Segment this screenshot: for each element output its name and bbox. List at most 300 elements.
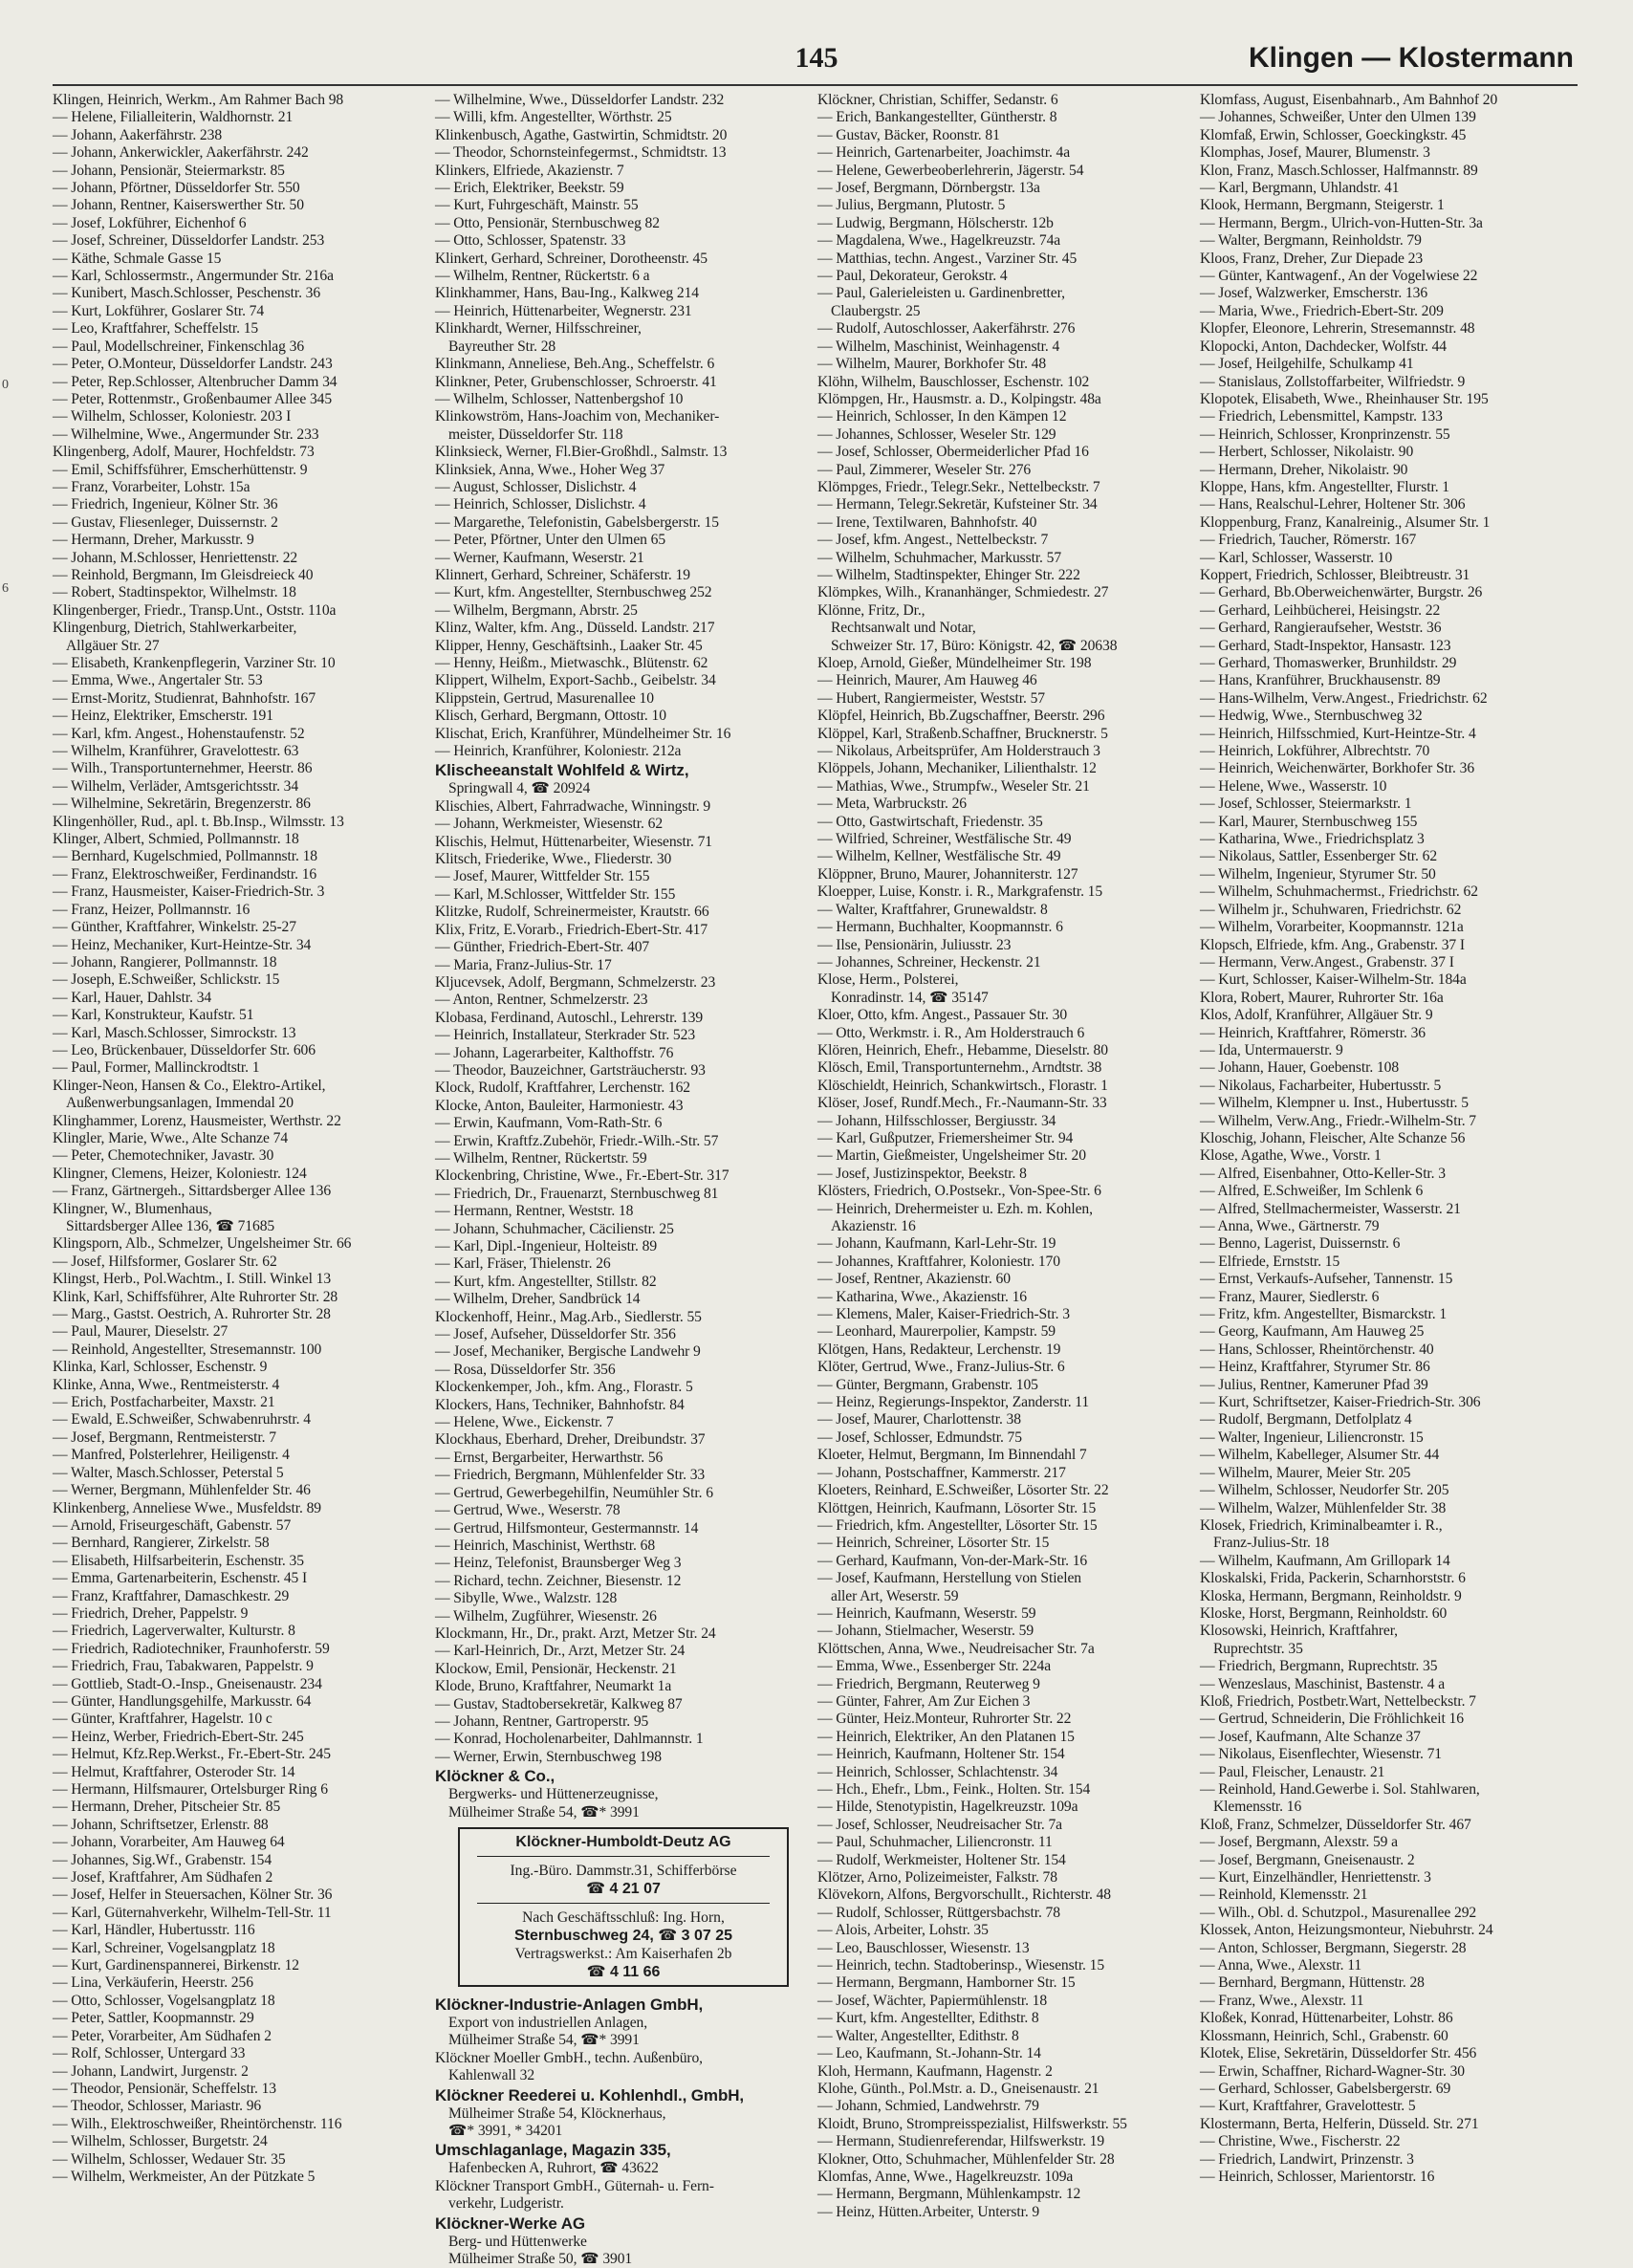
- directory-entry: — Robert, Stadtinspektor, Wilhelmstr. 18: [53, 584, 296, 601]
- directory-entry: — Willi, kfm. Angestellter, Wörthstr. 25: [435, 109, 672, 126]
- directory-entry: — Käthe, Schmale Gasse 15: [53, 250, 222, 267]
- directory-entry: Klötzer, Arno, Polizeimeister, Falkstr. 78: [817, 1869, 1057, 1886]
- directory-entry: — Heinrich, Maurer, Am Hauweg 46: [817, 672, 1037, 689]
- directory-entry: — Franz, Kraftfahrer, Damaschkestr. 29: [53, 1587, 290, 1604]
- directory-entry: Kloeters, Reinhard, E.Schweißer, Lösorter Str. 22: [817, 1482, 1109, 1499]
- directory-entry: — Josef, Kaufmann, Alte Schanze 37: [1200, 1728, 1421, 1745]
- directory-columns: [53, 92, 1582, 2268]
- directory-entry: Klomfas, Anne, Wwe., Hagelkreuzstr. 109a: [817, 2168, 1074, 2185]
- directory-entry: — Johann, Kaufmann, Karl-Lehr-Str. 19: [817, 1235, 1056, 1253]
- directory-entry: — Heinrich, Installateur, Sterkrader Str. 523: [435, 1027, 696, 1044]
- directory-entry: — Otto, Pensionär, Sternbuschweg 82: [435, 214, 660, 231]
- directory-entry: — Ernst, Bergarbeiter, Herwarthstr. 56: [435, 1449, 664, 1466]
- directory-entry: — Wilh., Elektroschweißer, Rheintörchenstr. 116: [53, 2115, 342, 2132]
- directory-entry: — Leo, Kraftfahrer, Scheffelstr. 15: [53, 320, 259, 338]
- directory-entry: Klosek, Friedrich, Kriminalbeamter i. R.,: [1200, 1516, 1443, 1534]
- entry-list: [435, 92, 816, 2268]
- running-head: Klingen — Klostermann: [1248, 42, 1574, 74]
- directory-entry: — Erwin, Kraftfz.Zubehör, Friedr.-Wilh.-Str. 57: [435, 1132, 719, 1149]
- directory-entry: — Peter, Rottenmstr., Großenbaumer Allee 345: [53, 390, 333, 407]
- directory-entry: — Hans, Realschul-Lehrer, Holtener Str. 306: [1200, 496, 1466, 513]
- directory-entry: — Walter, Bergmann, Reinholdstr. 79: [1200, 232, 1422, 250]
- directory-entry: — Mathias, Wwe., Strumpfw., Weseler Str. 21: [817, 777, 1090, 795]
- directory-entry: Kloh, Hermann, Kaufmann, Hagenstr. 2: [817, 2062, 1053, 2080]
- directory-entry: — Gerhard, Kaufmann, Von-der-Mark-Str. 16: [817, 1552, 1088, 1569]
- directory-entry: — Otto, Werkmstr. i. R., Am Holderstrauch 6: [817, 1024, 1085, 1041]
- directory-entry: Klingenberg, Adolf, Maurer, Hochfeldstr. 73: [53, 444, 315, 461]
- directory-entry: — Kurt, kfm. Angestellter, Edithstr. 8: [817, 2010, 1039, 2027]
- directory-entry: — Wilhelmine, Sekretärin, Bregenzerstr. 86: [53, 796, 311, 813]
- directory-entry: Klinke, Anna, Wwe., Rentmeisterstr. 4: [53, 1376, 280, 1393]
- directory-entry: Klobasa, Ferdinand, Autoschl., Lehrerstr. 139: [435, 1009, 704, 1026]
- directory-entry: — Helene, Filialleiterin, Waldhornstr. 21: [53, 109, 294, 126]
- directory-entry: — Johann, Lagerarbeiter, Kalthoffstr. 76: [435, 1044, 674, 1061]
- directory-entry: — Julius, Rentner, Kameruner Pfad 39: [1200, 1376, 1428, 1393]
- directory-entry: — Ludwig, Bergmann, Hölscherstr. 12b: [817, 214, 1054, 231]
- directory-entry: — Christine, Wwe., Fischerstr. 22: [1200, 2133, 1401, 2150]
- directory-entry: — Gerhard, Rangieraufseher, Weststr. 36: [1200, 620, 1442, 637]
- directory-entry: Klockenbring, Christine, Wwe., Fr.-Ebert-Str. 317: [435, 1167, 729, 1185]
- directory-entry: — Friedrich, Lagerverwalter, Kulturstr. 8: [53, 1623, 295, 1640]
- directory-entry: — Julius, Bergmann, Plutostr. 5: [817, 197, 1006, 214]
- directory-entry: — Johann, Rentner, Kaiserswerther Str. 50: [53, 197, 304, 214]
- directory-entry: Klippert, Wilhelm, Export-Sachb., Geibelstr. 34: [435, 672, 716, 689]
- directory-entry: — Rudolf, Werkmeister, Holtener Str. 154: [817, 1851, 1066, 1868]
- directory-entry: — Fritz, kfm. Angestellter, Bismarckstr. 1: [1200, 1306, 1448, 1323]
- directory-entry: — Wilhelm, Maurer, Borkhofer Str. 48: [817, 356, 1047, 373]
- directory-entry: — Josef, Bergmann, Gneisenaustr. 2: [1200, 1851, 1415, 1868]
- directory-entry: — Walter, Angestellter, Edithstr. 8: [817, 2027, 1019, 2044]
- directory-entry: — Emil, Schiffsführer, Emscherhüttenstr. 9: [53, 461, 308, 478]
- directory-entry: — Josef, Mechaniker, Bergische Landwehr 9: [435, 1343, 701, 1361]
- directory-entry: Klömpges, Friedr., Telegr.Sekr., Nettelbeckstr. 7: [817, 478, 1100, 495]
- directory-entry: — Josef, Schlosser, Edmundstr. 75: [817, 1428, 1022, 1446]
- directory-entry: — Gerhard, Stadt-Inspektor, Hansastr. 123: [1200, 637, 1451, 654]
- directory-entry: — Josef, Schlosser, Obermeiderlicher Pfad 16: [817, 444, 1089, 461]
- column-3: [817, 92, 1198, 2220]
- directory-entry: — Karl, Konstrukteur, Kaufstr. 51: [53, 1007, 254, 1024]
- directory-entry: — Friedrich, kfm. Angestellter, Lösorter Str. 15: [817, 1516, 1098, 1534]
- directory-entry: — Anna, Wwe., Alexstr. 11: [1200, 1957, 1362, 1974]
- entry-continuation: Akazienstr. 16: [831, 1218, 916, 1234]
- directory-entry: — Werner, Erwin, Sternbuschweg 198: [435, 1748, 662, 1765]
- directory-entry: — Josef, Walzwerker, Emscherstr. 136: [1200, 285, 1428, 302]
- directory-entry: Klöckner, Christian, Schiffer, Sedanstr. 6: [817, 92, 1058, 108]
- directory-entry: — Wilhelm, Schlosser, Neudorfer Str. 205: [1200, 1482, 1449, 1499]
- directory-entry: — Karl, Fräser, Thielenstr. 26: [435, 1255, 611, 1273]
- entry-continuation: Allgäuer Str. 27: [66, 637, 160, 654]
- directory-entry: — Paul, Maurer, Dieselstr. 27: [53, 1323, 229, 1341]
- directory-entry: — Wilhelm, Ingenieur, Styrumer Str. 50: [1200, 865, 1436, 883]
- directory-entry: — Elfriede, Ernststr. 15: [1200, 1253, 1340, 1270]
- directory-entry: — Günther, Kraftfahrer, Winkelstr. 25-27: [53, 919, 296, 936]
- directory-entry: — Heinrich, Kraftfahrer, Römerstr. 36: [1200, 1024, 1426, 1041]
- directory-entry: — Martin, Gießmeister, Ungelsheimer Str. 20: [817, 1147, 1086, 1165]
- directory-entry: Kloeter, Helmut, Bergmann, Im Binnendahl 7: [817, 1447, 1087, 1464]
- directory-entry: — Bernhard, Rangierer, Zirkelstr. 58: [53, 1535, 270, 1552]
- directory-entry: Klöhn, Wilhelm, Bauschlosser, Eschenstr. 102: [817, 373, 1090, 390]
- directory-entry: — Wilhelm, Schlosser, Burgetstr. 24: [53, 2133, 268, 2150]
- directory-entry: Klora, Robert, Maurer, Ruhrorter Str. 16a: [1200, 989, 1444, 1006]
- directory-entry: — Friedrich, Frau, Tabakwaren, Pappelstr. 9: [53, 1658, 314, 1675]
- directory-entry: — Johann, Stielmacher, Weserstr. 59: [817, 1623, 1034, 1640]
- directory-entry: — Hermann, Rentner, Weststr. 18: [435, 1203, 634, 1220]
- directory-entry: — Otto, Gastwirtschaft, Friedenstr. 35: [817, 813, 1043, 830]
- directory-entry: Koppert, Friedrich, Schlosser, Bleibtreustr. 31: [1200, 566, 1470, 583]
- directory-entry: — Elisabeth, Krankenpflegerin, Varziner Str. 10: [53, 655, 336, 671]
- directory-entry: — Heinrich, Schlosser, Marientorstr. 16: [1200, 2168, 1435, 2185]
- directory-entry: — Leo, Bauschlosser, Wiesenstr. 13: [817, 1939, 1030, 1956]
- directory-entry: — Joseph, E.Schweißer, Schlickstr. 15: [53, 971, 280, 989]
- directory-entry: — Wilhelm, Vorarbeiter, Koopmannstr. 121a: [1200, 919, 1464, 936]
- ad-divider: [477, 1903, 770, 1904]
- directory-entry: — Hch., Ehefr., Lbm., Feink., Holten. Str. 154: [817, 1781, 1091, 1798]
- directory-entry: — Kurt, Einzelhändler, Henriettenstr. 3: [1200, 1869, 1431, 1886]
- directory-entry: Klinkenbusch, Agathe, Gastwirtin, Schmidtstr. 20: [435, 126, 728, 143]
- directory-entry: — Wilhelm, Schlosser, Nattenbergshof 10: [435, 390, 684, 407]
- directory-entry: — Wilh., Transportunternehmer, Heerstr. 86: [53, 760, 313, 777]
- directory-entry: — Wilhelmine, Wwe., Düsseldorfer Landstr. 232: [435, 92, 725, 108]
- directory-entry: — Kurt, Schriftsetzer, Kaiser-Friedrich-Str. 306: [1200, 1394, 1481, 1411]
- directory-entry: Klingner, W., Blumenhaus,: [53, 1200, 212, 1217]
- directory-entry: — Karl, M.Schlosser, Wittfelder Str. 155: [435, 885, 676, 903]
- directory-entry: — Paul, Dekorateur, Gerokstr. 4: [817, 268, 1008, 285]
- directory-entry: — Hermann, Bergmann, Mühlenkampstr. 12: [817, 2186, 1081, 2203]
- directory-entry: — Konrad, Hocholenarbeiter, Dahlmannstr. 1: [435, 1731, 704, 1748]
- directory-entry: — Heinrich, Schlosser, In den Kämpen 12: [817, 408, 1067, 425]
- directory-entry: Klippstein, Gertrud, Masurenallee 10: [435, 689, 654, 707]
- directory-entry: Klingenburg, Dietrich, Stahlwerkarbeiter,: [53, 620, 297, 637]
- directory-entry: — Josef, Heilgehilfe, Schulkamp 41: [1200, 356, 1414, 373]
- directory-entry: — Kunibert, Masch.Schlosser, Peschenstr. 36: [53, 285, 321, 302]
- directory-entry: — Karl, Händler, Hubertusstr. 116: [53, 1922, 255, 1939]
- directory-entry: — Heinrich, Gartenarbeiter, Joachimstr. 4a: [817, 144, 1071, 162]
- directory-entry: — Karl, Schlossermstr., Angermunder Str. 216a: [53, 268, 334, 285]
- directory-entry: Klosowski, Heinrich, Kraftfahrer,: [1200, 1623, 1398, 1640]
- directory-entry: Klöpfel, Heinrich, Bb.Zugschaffner, Beerstr. 296: [817, 708, 1105, 725]
- directory-entry: Klinkner, Peter, Grubenschlosser, Schroerstr. 41: [435, 373, 717, 390]
- directory-entry: — Erich, Bankangestellter, Güntherstr. 8: [817, 109, 1057, 126]
- directory-entry: — Nikolaus, Sattler, Essenberger Str. 62: [1200, 848, 1438, 865]
- directory-entry: — Erich, Postfacharbeiter, Maxstr. 21: [53, 1394, 275, 1411]
- advertisement: [435, 1827, 816, 1987]
- margin-mark: 0: [2, 378, 9, 392]
- directory-entry: — Josef, Kraftfahrer, Am Südhafen 2: [53, 1869, 273, 1886]
- directory-entry: — Gerhard, Bb.Oberweichenwärter, Burgstr. 26: [1200, 584, 1483, 601]
- directory-entry: — Werner, Bergmann, Mühlenfelder Str. 46: [53, 1482, 311, 1499]
- directory-entry: — Alfred, Eisenbahner, Otto-Keller-Str. 3: [1200, 1165, 1446, 1182]
- company-listing: Umschlaganlage, Magazin 335,: [435, 2141, 671, 2160]
- directory-entry: — Günter, Kantwagenf., An der Vogelwiese 22: [1200, 268, 1478, 285]
- directory-entry: — Gerhard, Schlosser, Gabelsbergerstr. 69: [1200, 2080, 1451, 2097]
- directory-entry: Klösch, Emil, Transportunternehm., Arndtstr. 38: [817, 1059, 1102, 1077]
- directory-entry: — Wilh., Obl. d. Schutzpol., Masurenallee 292: [1200, 1904, 1477, 1921]
- directory-entry: — Josef, Bergmann, Rentmeisterstr. 7: [53, 1428, 276, 1446]
- entry-continuation: Bayreuther Str. 28: [448, 338, 556, 355]
- directory-entry: Kljucevsek, Adolf, Bergmann, Schmelzerstr. 23: [435, 973, 716, 991]
- directory-entry: — Johann, Pförtner, Düsseldorfer Str. 550: [53, 180, 300, 197]
- directory-entry: — Hermann, Bergmann, Hamborner Str. 15: [817, 1974, 1076, 1992]
- directory-entry: — Paul, Former, Mallinckrodtstr. 1: [53, 1059, 260, 1077]
- directory-entry: — Rolf, Schlosser, Untergard 33: [53, 2045, 246, 2062]
- directory-entry: — Gerhard, Thomaswerker, Brunhildstr. 29: [1200, 655, 1457, 671]
- directory-entry: — Paul, Schuhmacher, Liliencronstr. 11: [817, 1834, 1053, 1851]
- directory-entry: — Gertrud, Schneiderin, Die Fröhlichkeit 16: [1200, 1711, 1464, 1728]
- directory-entry: Klöschieldt, Heinrich, Schankwirtsch., Florastr. 1: [817, 1077, 1108, 1094]
- directory-entry: — Johann, Schriftsetzer, Erlenstr. 88: [53, 1816, 269, 1833]
- directory-entry: Klönne, Fritz, Dr.,: [817, 601, 925, 619]
- directory-entry: Klink, Karl, Schiffsführer, Alte Ruhrorter Str. 28: [53, 1288, 338, 1305]
- directory-entry: Klose, Agathe, Wwe., Vorstr. 1: [1200, 1147, 1382, 1165]
- directory-entry: — Heinrich, Kaufmann, Holtener Str. 154: [817, 1746, 1065, 1763]
- directory-entry: Klöckner Moeller GmbH., techn. Außenbüro,: [435, 2049, 703, 2066]
- directory-entry: Klöppel, Karl, Straßenb.Schaffner, Brucknerstr. 5: [817, 725, 1108, 742]
- directory-entry: Klingenhöller, Rud., apl. t. Bb.Insp., Wilmsstr. 13: [53, 813, 344, 830]
- entry-continuation: Franz-Julius-Str. 18: [1213, 1535, 1330, 1552]
- directory-entry: — Reinhold, Bergmann, Im Gleisdreieck 40: [53, 566, 314, 583]
- directory-entry: — Wilhelm, Bergmann, Abrstr. 25: [435, 601, 638, 619]
- directory-entry: — Helene, Wwe., Eickenstr. 7: [435, 1414, 614, 1431]
- entry-continuation: Claubergstr. 25: [831, 302, 921, 319]
- directory-entry: — Arnold, Friseurgeschäft, Gabenstr. 57: [53, 1516, 292, 1534]
- margin-mark: 6: [2, 581, 9, 596]
- directory-entry: — Johann, Ankerwickler, Aakerfährstr. 242: [53, 144, 309, 162]
- directory-entry: — Hermann, Dreher, Markusstr. 9: [53, 532, 254, 549]
- directory-entry: — Karl, Güternahverkehr, Wilhelm-Tell-Str. 11: [53, 1904, 332, 1921]
- directory-entry: — Anton, Schlosser, Bergmann, Siegerstr. 28: [1200, 1939, 1467, 1956]
- directory-entry: — Leo, Kaufmann, St.-Johann-Str. 14: [817, 2045, 1041, 2062]
- directory-entry: — Karl, Masch.Schlosser, Simrockstr. 13: [53, 1024, 296, 1041]
- directory-entry: — Rudolf, Autoschlosser, Aakerfährstr. 276: [817, 320, 1076, 338]
- directory-entry: — Johannes, Schweißer, Unter den Ulmen 139: [1200, 109, 1476, 126]
- directory-entry: Klischies, Albert, Fahrradwache, Winningstr. 9: [435, 797, 711, 815]
- directory-entry: Klotek, Elise, Sekretärin, Düsseldorfer Str. 456: [1200, 2045, 1477, 2062]
- directory-entry: — Friedrich, Bergmann, Reuterweg 9: [817, 1675, 1040, 1692]
- directory-entry: — Richard, techn. Zeichner, Biesenstr. 12: [435, 1572, 682, 1589]
- directory-entry: Klix, Fritz, E.Vorarb., Friedrich-Ebert-Str. 417: [435, 921, 708, 938]
- directory-entry: — Heinz, Kraftfahrer, Styrumer Str. 86: [1200, 1359, 1430, 1376]
- directory-entry: — Paul, Modellschreiner, Finkenschlag 36: [53, 338, 305, 355]
- directory-entry: — Anton, Rentner, Schmelzerstr. 23: [435, 992, 648, 1009]
- directory-entry: Klingenberger, Friedr., Transp.Unt., Oststr. 110a: [53, 601, 337, 619]
- entry-continuation: Hafenbecken A, Ruhrort, ☎ 43622: [448, 2160, 659, 2177]
- directory-entry: Klohe, Günth., Pol.Mstr. a. D., Gneisenaustr. 21: [817, 2080, 1100, 2097]
- directory-entry: — Josef, Bergmann, Dörnbergstr. 13a: [817, 180, 1040, 197]
- directory-entry: Klösters, Friedrich, O.Postsekr., Von-Spee-Str. 6: [817, 1183, 1101, 1200]
- directory-entry: Klockhaus, Eberhard, Dreher, Dreibundstr. 37: [435, 1431, 706, 1449]
- directory-entry: — Reinhold, Angestellter, Stresemannstr. 100: [53, 1341, 322, 1358]
- directory-entry: — Wilhelm, Schuhmachermst., Friedrichstr. 62: [1200, 883, 1478, 901]
- directory-entry: — August, Schlosser, Dislichstr. 4: [435, 478, 637, 495]
- directory-entry: — Stanislaus, Zollstoffarbeiter, Wilfriedstr. 9: [1200, 373, 1466, 390]
- directory-entry: — Josef, Maurer, Wittfelder Str. 155: [435, 868, 650, 885]
- directory-entry: — Günther, Friedrich-Ebert-Str. 407: [435, 939, 650, 956]
- directory-entry: — Günter, Kraftfahrer, Hagelstr. 10 c: [53, 1711, 272, 1728]
- directory-entry: — Franz, Maurer, Siedlerstr. 6: [1200, 1288, 1380, 1305]
- directory-entry: — Rosa, Düsseldorfer Str. 356: [435, 1361, 616, 1378]
- directory-entry: — Marg., Gastst. Oestrich, A. Ruhrorter Str. 28: [53, 1306, 331, 1323]
- directory-entry: — Günter, Fahrer, Am Zur Eichen 3: [817, 1692, 1031, 1710]
- directory-entry: Kloppenburg, Franz, Kanalreinig., Alsumer Str. 1: [1200, 513, 1491, 531]
- directory-entry: Klinger-Neon, Hansen & Co., Elektro-Artikel,: [53, 1077, 326, 1094]
- directory-entry: — Friedrich, Ingenieur, Kölner Str. 36: [53, 496, 278, 513]
- ad-title: Klöckner-Humboldt-Deutz AG: [515, 1834, 731, 1850]
- directory-entry: Kloß, Franz, Schmelzer, Düsseldorfer Str. 467: [1200, 1816, 1471, 1833]
- directory-entry: — Friedrich, Landwirt, Prinzenstr. 3: [1200, 2150, 1414, 2168]
- ad-divider: [477, 1856, 770, 1857]
- directory-entry: — Kurt, kfm. Angestellter, Stillstr. 82: [435, 1273, 657, 1290]
- directory-entry: — Heinrich, Schreiner, Lösorter Str. 15: [817, 1535, 1050, 1552]
- directory-entry: — Heinrich, Hüttenarbeiter, Wegnerstr. 231: [435, 302, 692, 319]
- directory-entry: — Johannes, Sig.Wf., Grabenstr. 154: [53, 1851, 272, 1868]
- directory-entry: — Wilhelm, Rentner, Rückertstr. 59: [435, 1149, 647, 1167]
- entry-list: [817, 92, 1198, 2221]
- directory-entry: Klöser, Josef, Rundf.Mech., Fr.-Naumann-Str. 33: [817, 1095, 1107, 1112]
- directory-entry: — Karl-Heinrich, Dr., Arzt, Metzer Str. 24: [435, 1643, 686, 1660]
- directory-entry: — Heinrich, Drehermeister u. Ezh. m. Kohlen,: [817, 1200, 1093, 1217]
- directory-entry: Klopfer, Eleonore, Lehrerin, Stresemannstr. 48: [1200, 320, 1475, 338]
- entry-continuation: Berg- und Hüttenwerke: [448, 2233, 587, 2250]
- directory-entry: Kloidt, Bruno, Strompreisspezialist, Hilfswerkstr. 55: [817, 2115, 1127, 2132]
- directory-entry: — Helmut, Kraftfahrer, Osteroder Str. 14: [53, 1763, 295, 1780]
- directory-entry: Klopocki, Anton, Dachdecker, Wolfstr. 44: [1200, 338, 1448, 355]
- directory-entry: Klon, Franz, Masch.Schlosser, Halfmannstr. 89: [1200, 162, 1478, 179]
- directory-entry: — Josef, Justizinspektor, Beekstr. 8: [817, 1165, 1027, 1182]
- directory-entry: — Heinrich, Kaufmann, Weserstr. 59: [817, 1604, 1036, 1622]
- directory-entry: — Wilhelm, Stadtinspekter, Ehinger Str. 222: [817, 566, 1080, 583]
- directory-entry: — Peter, Pförtner, Unter den Ulmen 65: [435, 532, 666, 549]
- directory-entry: — Bernhard, Bergmann, Hüttenstr. 28: [1200, 1974, 1425, 1992]
- ad-line: Ing.-Büro. Dammstr.31, Schifferbörse: [510, 1863, 737, 1879]
- company-listing: Klöckner Reederei u. Kohlenhdl., GmbH,: [435, 2085, 745, 2104]
- directory-entry: Klinkers, Elfriede, Akazienstr. 7: [435, 162, 624, 179]
- directory-entry: — Matthias, techn. Angest., Varziner Str. 45: [817, 250, 1078, 267]
- directory-entry: Kloep, Arnold, Gießer, Mündelheimer Str. 198: [817, 655, 1092, 671]
- directory-entry: — Kurt, Kraftfahrer, Gravelottestr. 5: [1200, 2098, 1416, 2115]
- entry-continuation: Schweizer Str. 17, Büro: Königstr. 42, ☎ 20638: [831, 637, 1118, 654]
- directory-entry: — Benno, Lagerist, Duissernstr. 6: [1200, 1235, 1401, 1253]
- directory-entry: — Günter, Bergmann, Grabenstr. 105: [817, 1376, 1038, 1393]
- directory-entry: — Meta, Warbruckstr. 26: [817, 796, 967, 813]
- directory-entry: — Hermann, Bergm., Ulrich-von-Hutten-Str. 3a: [1200, 214, 1483, 231]
- directory-entry: — Josef, Maurer, Charlottenstr. 38: [817, 1411, 1021, 1428]
- directory-entry: — Nikolaus, Arbeitsprüfer, Am Holderstrauch 3: [817, 743, 1100, 760]
- directory-entry: — Ernst, Verkaufs-Aufseher, Tannenstr. 15: [1200, 1271, 1453, 1288]
- directory-entry: Klömpkes, Wilh., Krananhänger, Schmiedestr. 27: [817, 584, 1109, 601]
- directory-entry: — Theodor, Pensionär, Scheffelstr. 13: [53, 2080, 276, 2097]
- directory-entry: — Heinrich, Elektriker, An den Platanen 15: [817, 1728, 1075, 1745]
- directory-entry: Klinkmann, Anneliese, Beh.Ang., Scheffelstr. 6: [435, 356, 715, 373]
- directory-entry: — Karl, Schlosser, Wasserstr. 10: [1200, 549, 1393, 566]
- advertisement-box: [458, 1827, 789, 1987]
- directory-entry: — Franz, Vorarbeiter, Lohstr. 15a: [53, 478, 250, 495]
- directory-entry: Klinka, Karl, Schlosser, Eschenstr. 9: [53, 1359, 268, 1376]
- directory-entry: — Josef, Bergmann, Alexstr. 59 a: [1200, 1834, 1399, 1851]
- directory-entry: — Reinhold, Hand.Gewerbe i. Sol. Stahlwaren,: [1200, 1781, 1480, 1798]
- directory-entry: — Paul, Zimmerer, Weseler Str. 276: [817, 461, 1032, 478]
- directory-entry: Klömpgen, Hr., Hausmstr. a. D., Kolpingstr. 48a: [817, 390, 1101, 407]
- directory-entry: Klinksieck, Werner, Fl.Bier-Großhdl., Salmstr. 13: [435, 444, 728, 461]
- directory-entry: — Wilfried, Schreiner, Westfälische Str. 49: [817, 831, 1072, 848]
- directory-entry: — Gustav, Stadtobersekretär, Kalkweg 87: [435, 1695, 683, 1712]
- directory-entry: — Karl, Hauer, Dahlstr. 34: [53, 989, 212, 1006]
- directory-entry: — Emma, Gartenarbeiterin, Eschenstr. 45 I: [53, 1570, 308, 1587]
- directory-entry: — Peter, O.Monteur, Düsseldorfer Landstr. 243: [53, 356, 333, 373]
- directory-entry: — Josef, Schlosser, Neudreisacher Str. 7a: [817, 1816, 1062, 1833]
- directory-entry: — Wilhelm, Kellner, Westfälische Str. 49: [817, 848, 1061, 865]
- directory-entry: — Gertrud, Gewerbegehilfin, Neumühler Str. 6: [435, 1484, 713, 1501]
- directory-entry: Klopotek, Elisabeth, Wwe., Rheinhauser Str. 195: [1200, 390, 1489, 407]
- directory-entry: — Hermann, Verw.Angest., Grabenstr. 37 I: [1200, 953, 1454, 970]
- directory-entry: Kloßek, Konrad, Hüttenarbeiter, Lohstr. 86: [1200, 2010, 1453, 2027]
- directory-entry: — Franz, Hausmeister, Kaiser-Friedrich-Str. 3: [53, 883, 325, 901]
- directory-entry: — Josef, Kaufmann, Herstellung von Stielen: [817, 1570, 1082, 1587]
- directory-entry: — Wilhelm, Schlosser, Wedauer Str. 35: [53, 2150, 286, 2168]
- directory-entry: — Friedrich, Bergmann, Ruprechtstr. 35: [1200, 1658, 1438, 1675]
- directory-entry: — Peter, Rep.Schlosser, Altenbrucher Damm 34: [53, 373, 337, 390]
- directory-entry: Klose, Herm., Polsterei,: [817, 971, 959, 989]
- directory-entry: — Helmut, Kfz.Rep.Werkst., Fr.-Ebert-Str. 245: [53, 1746, 331, 1763]
- directory-entry: — Wenzeslaus, Maschinist, Bastenstr. 4 a: [1200, 1675, 1446, 1692]
- directory-entry: — Josef, Schreiner, Düsseldorfer Landstr. 253: [53, 232, 325, 250]
- directory-entry: — Hermann, Dreher, Nikolaistr. 90: [1200, 461, 1408, 478]
- directory-entry: — Hans-Wilhelm, Verw.Angest., Friedrichstr. 62: [1200, 689, 1488, 707]
- directory-entry: — Josef, Aufseher, Düsseldorfer Str. 356: [435, 1326, 676, 1343]
- directory-entry: — Alfred, Stellmachermeister, Wasserstr. 21: [1200, 1200, 1461, 1217]
- directory-entry: — Henny, Heißm., Mietwaschk., Blütenstr. 62: [435, 655, 708, 671]
- directory-entry: — Wilhelm, Maurer, Meier Str. 205: [1200, 1464, 1411, 1481]
- directory-entry: — Hermann, Telegr.Sekretär, Kufsteiner Str. 34: [817, 496, 1098, 513]
- directory-entry: — Paul, Fleischer, Lenaustr. 21: [1200, 1763, 1385, 1780]
- directory-entry: Klöttschen, Anna, Wwe., Neudreisacher Str. 7a: [817, 1640, 1095, 1657]
- ad-phone: ☎ 4 11 66: [586, 1964, 661, 1980]
- entry-continuation: Außenwerbungsanlagen, Immendal 20: [66, 1095, 294, 1112]
- directory-entry: — Magdalena, Wwe., Hagelkreuzstr. 74a: [817, 232, 1061, 250]
- directory-entry: — Josef, Wächter, Papiermühlenstr. 18: [817, 1992, 1048, 2009]
- directory-entry: — Josef, Rentner, Akazienstr. 60: [817, 1271, 1011, 1288]
- directory-entry: Klock, Rudolf, Kraftfahrer, Lerchenstr. 162: [435, 1079, 691, 1097]
- directory-entry: — Emma, Wwe., Essenberger Str. 224a: [817, 1658, 1052, 1675]
- entry-continuation: verkehr, Ludgeristr.: [448, 2195, 564, 2213]
- directory-entry: — Gustav, Bäcker, Roonstr. 81: [817, 126, 1000, 143]
- directory-entry: Klockmann, Hr., Dr., prakt. Arzt, Metzer Str. 24: [435, 1625, 716, 1642]
- directory-entry: Klopsch, Elfriede, kfm. Ang., Grabenstr. 37 I: [1200, 936, 1465, 953]
- directory-entry: — Katharina, Wwe., Friedrichsplatz 3: [1200, 831, 1425, 848]
- directory-entry: — Heinz, Werber, Friedrich-Ebert-Str. 245: [53, 1728, 304, 1745]
- company-listing: Klöckner-Werke AG: [435, 2213, 586, 2233]
- entry-continuation: ☎* 3991, * 34201: [448, 2123, 563, 2140]
- directory-entry: Klinkenberg, Anneliese Wwe., Musfeldstr. 89: [53, 1499, 321, 1516]
- entry-continuation: Rechtsanwalt und Notar,: [831, 620, 976, 637]
- entry-continuation: Konradinstr. 14, ☎ 35147: [831, 989, 989, 1006]
- directory-entry: — Hermann, Studienreferendar, Hilfswerkstr. 19: [817, 2133, 1105, 2150]
- directory-entry: — Otto, Schlosser, Spatenstr. 33: [435, 232, 626, 250]
- directory-entry: Klingsporn, Alb., Schmelzer, Ungelsheimer Str. 66: [53, 1235, 352, 1253]
- directory-entry: — Heinrich, Schlosser, Schlachtenstr. 34: [817, 1763, 1058, 1780]
- directory-entry: — Hermann, Dreher, Pitscheier Str. 85: [53, 1799, 281, 1816]
- directory-entry: — Margarethe, Telefonistin, Gabelsbergerstr. 15: [435, 513, 719, 531]
- directory-entry: — Heinrich, Schlosser, Kronprinzenstr. 55: [1200, 425, 1450, 443]
- directory-entry: — Friedrich, Dr., Frauenarzt, Sternbuschweg 81: [435, 1185, 719, 1202]
- directory-entry: — Sibylle, Wwe., Walzstr. 128: [435, 1590, 618, 1607]
- directory-entry: — Johannes, Schlosser, Weseler Str. 129: [817, 425, 1056, 443]
- directory-entry: Klövekorn, Alfons, Bergvorschullt., Richterstr. 48: [817, 1886, 1111, 1904]
- directory-entry: — Heinrich, techn. Stadtoberinsp., Wiesenstr. 15: [817, 1957, 1105, 1974]
- directory-entry: Klode, Bruno, Kraftfahrer, Neumarkt 1a: [435, 1678, 672, 1695]
- directory-entry: — Friedrich, Radiotechniker, Fraunhoferstr. 59: [53, 1640, 330, 1657]
- directory-entry: Klomfass, August, Eisenbahnarb., Am Bahnhof 20: [1200, 92, 1498, 108]
- directory-entry: — Hermann, Buchhalter, Koopmannstr. 6: [817, 919, 1063, 936]
